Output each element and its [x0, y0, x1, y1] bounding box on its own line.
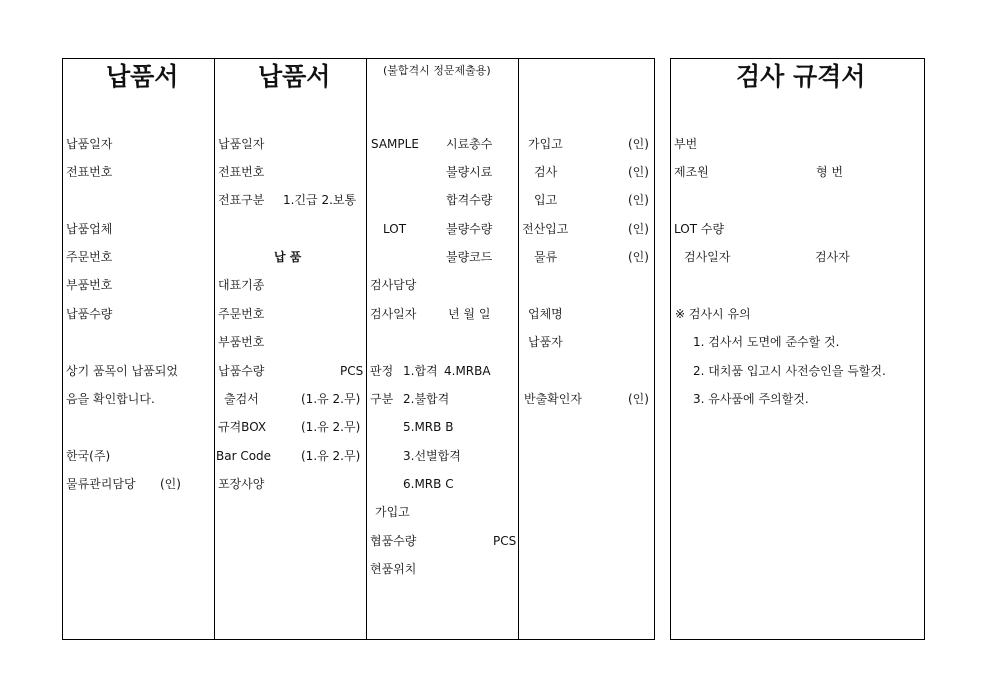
form4-return-confirmer-seal: (인) — [628, 392, 649, 406]
form1-confirm-line2: 음을 확인합니다. — [66, 392, 155, 406]
form2-slip-no-label: 전표번호 — [218, 165, 265, 179]
form1-company: 한국(주) — [66, 449, 111, 463]
spec-inspection-date-label: 검사일자 — [684, 250, 731, 264]
form1-slip-no-label: 전표번호 — [66, 165, 113, 179]
spec-title: 검사 규격서 — [736, 62, 866, 91]
form4-receipt-seal: (인) — [628, 193, 649, 207]
form3-pass-qty-label: 합격수량 — [446, 193, 493, 207]
form2-bar-code-yes-no: (1.유 2.무) — [301, 449, 361, 463]
spec-model-no-label: 형 번 — [816, 165, 843, 179]
form3-option-fail: 2.불합격 — [403, 392, 450, 406]
form2-quantity-unit: PCS — [340, 364, 364, 378]
form3-defect-qty-label: 불량수량 — [446, 222, 493, 236]
form2-part-no-label: 부품번호 — [218, 335, 265, 349]
form3-option-pass: 1.합격 — [403, 364, 438, 378]
form1-delivery-date-label: 납품일자 — [66, 137, 113, 151]
form2-spec-box-label: 규격BOX — [218, 420, 267, 434]
form2-delivery-date-label: 납품일자 — [218, 137, 265, 151]
form2-title: 납품서 — [258, 62, 331, 91]
form1-supplier-label: 납품업체 — [66, 222, 113, 236]
form3-sample-count-label: 시료총수 — [446, 137, 493, 151]
form2-packing-spec-label: 포장사양 — [218, 477, 265, 491]
form3-category-label: 구분 — [370, 392, 394, 406]
form4-deliverer-label: 납품자 — [528, 335, 563, 349]
spec-notes-title: ※ 검사시 유의 — [675, 307, 751, 321]
form4-inspection-label: 검사 — [534, 165, 558, 179]
form2-slip-type-label: 전표구분 — [218, 193, 265, 207]
column-divider — [366, 58, 367, 640]
form3-inspector-label: 검사담당 — [370, 278, 417, 292]
form4-logistics-seal: (인) — [628, 250, 649, 264]
form3-judgment-label: 판정 — [370, 364, 394, 378]
form3-option-mrbb: 5.MRB B — [403, 420, 454, 434]
form4-temp-receipt-seal: (인) — [628, 137, 649, 151]
form2-inspection-report-label: 출검서 — [224, 392, 259, 406]
form1-logistics-manager: 물류관리담당 — [66, 477, 136, 491]
inspection-spec-frame — [670, 58, 925, 640]
spec-manufacturer-label: 제조원 — [674, 165, 709, 179]
delivery-form-frame — [62, 58, 655, 640]
form3-option-select-pass: 3.선별합격 — [403, 449, 461, 463]
form2-spec-box-yes-no: (1.유 2.무) — [301, 420, 361, 434]
form4-temp-receipt-label: 가입고 — [528, 137, 563, 151]
form1-title: 납품서 — [106, 62, 179, 91]
column-divider — [518, 58, 519, 640]
form4-return-confirmer-label: 반출확인자 — [524, 392, 582, 406]
form1-seal: (인) — [160, 477, 181, 491]
form3-assoc-location-label: 현품위치 — [370, 562, 417, 576]
form4-edp-receipt-label: 전산입고 — [522, 222, 569, 236]
spec-inspector-label: 검사자 — [815, 250, 850, 264]
form2-main-model-label: 대표기종 — [218, 278, 265, 292]
form4-company-name-label: 업체명 — [528, 307, 563, 321]
form2-inspection-report-yes-no: (1.유 2.무) — [301, 392, 361, 406]
form4-inspection-seal: (인) — [628, 165, 649, 179]
form2-quantity-label: 납품수량 — [218, 364, 265, 378]
form2-delivery-heading: 납 품 — [274, 250, 302, 264]
form3-assoc-qty-label: 협품수량 — [370, 534, 417, 548]
form2-slip-type-options: 1.긴급 2.보통 — [283, 193, 357, 207]
form4-edp-receipt-seal: (인) — [628, 222, 649, 236]
form3-defect-sample-label: 불량시료 — [446, 165, 493, 179]
spec-note-item: 1. 검사서 도면에 준수할 것. — [693, 335, 840, 349]
form2-order-no-label: 주문번호 — [218, 307, 265, 321]
form3-temp-receipt-label: 가입고 — [375, 505, 410, 519]
form3-inspection-date-label: 검사일자 — [370, 307, 417, 321]
form3-option-mrbc: 6.MRB C — [403, 477, 454, 491]
spec-lot-qty-label: LOT 수량 — [674, 222, 725, 236]
spec-note-item: 2. 대치품 입고시 사전승인을 득할것. — [693, 364, 886, 378]
form3-ymd: 년 월 일 — [448, 307, 491, 321]
form3-option-mrba: 4.MRBA — [444, 364, 491, 378]
form1-order-no-label: 주문번호 — [66, 250, 113, 264]
form1-confirm-line1: 상기 품목이 납품되었 — [66, 364, 178, 378]
form2-bar-code-label: Bar Code — [216, 449, 272, 463]
spec-note-item: 3. 유사품에 주의할것. — [693, 392, 809, 406]
form3-defect-code-label: 불량코드 — [446, 250, 493, 264]
form3-header: (불합격시 정문제출용) — [383, 64, 491, 77]
form3-assoc-qty-unit: PCS — [493, 534, 517, 548]
form3-lot-label: LOT — [383, 222, 407, 236]
spec-part-no-label: 부번 — [674, 137, 698, 151]
form1-quantity-label: 납품수량 — [66, 307, 113, 321]
form4-logistics-label: 물류 — [534, 250, 558, 264]
form1-part-no-label: 부품번호 — [66, 278, 113, 292]
form4-receipt-label: 입고 — [534, 193, 558, 207]
form3-sample-label: SAMPLE — [371, 137, 419, 151]
column-divider — [214, 58, 215, 640]
